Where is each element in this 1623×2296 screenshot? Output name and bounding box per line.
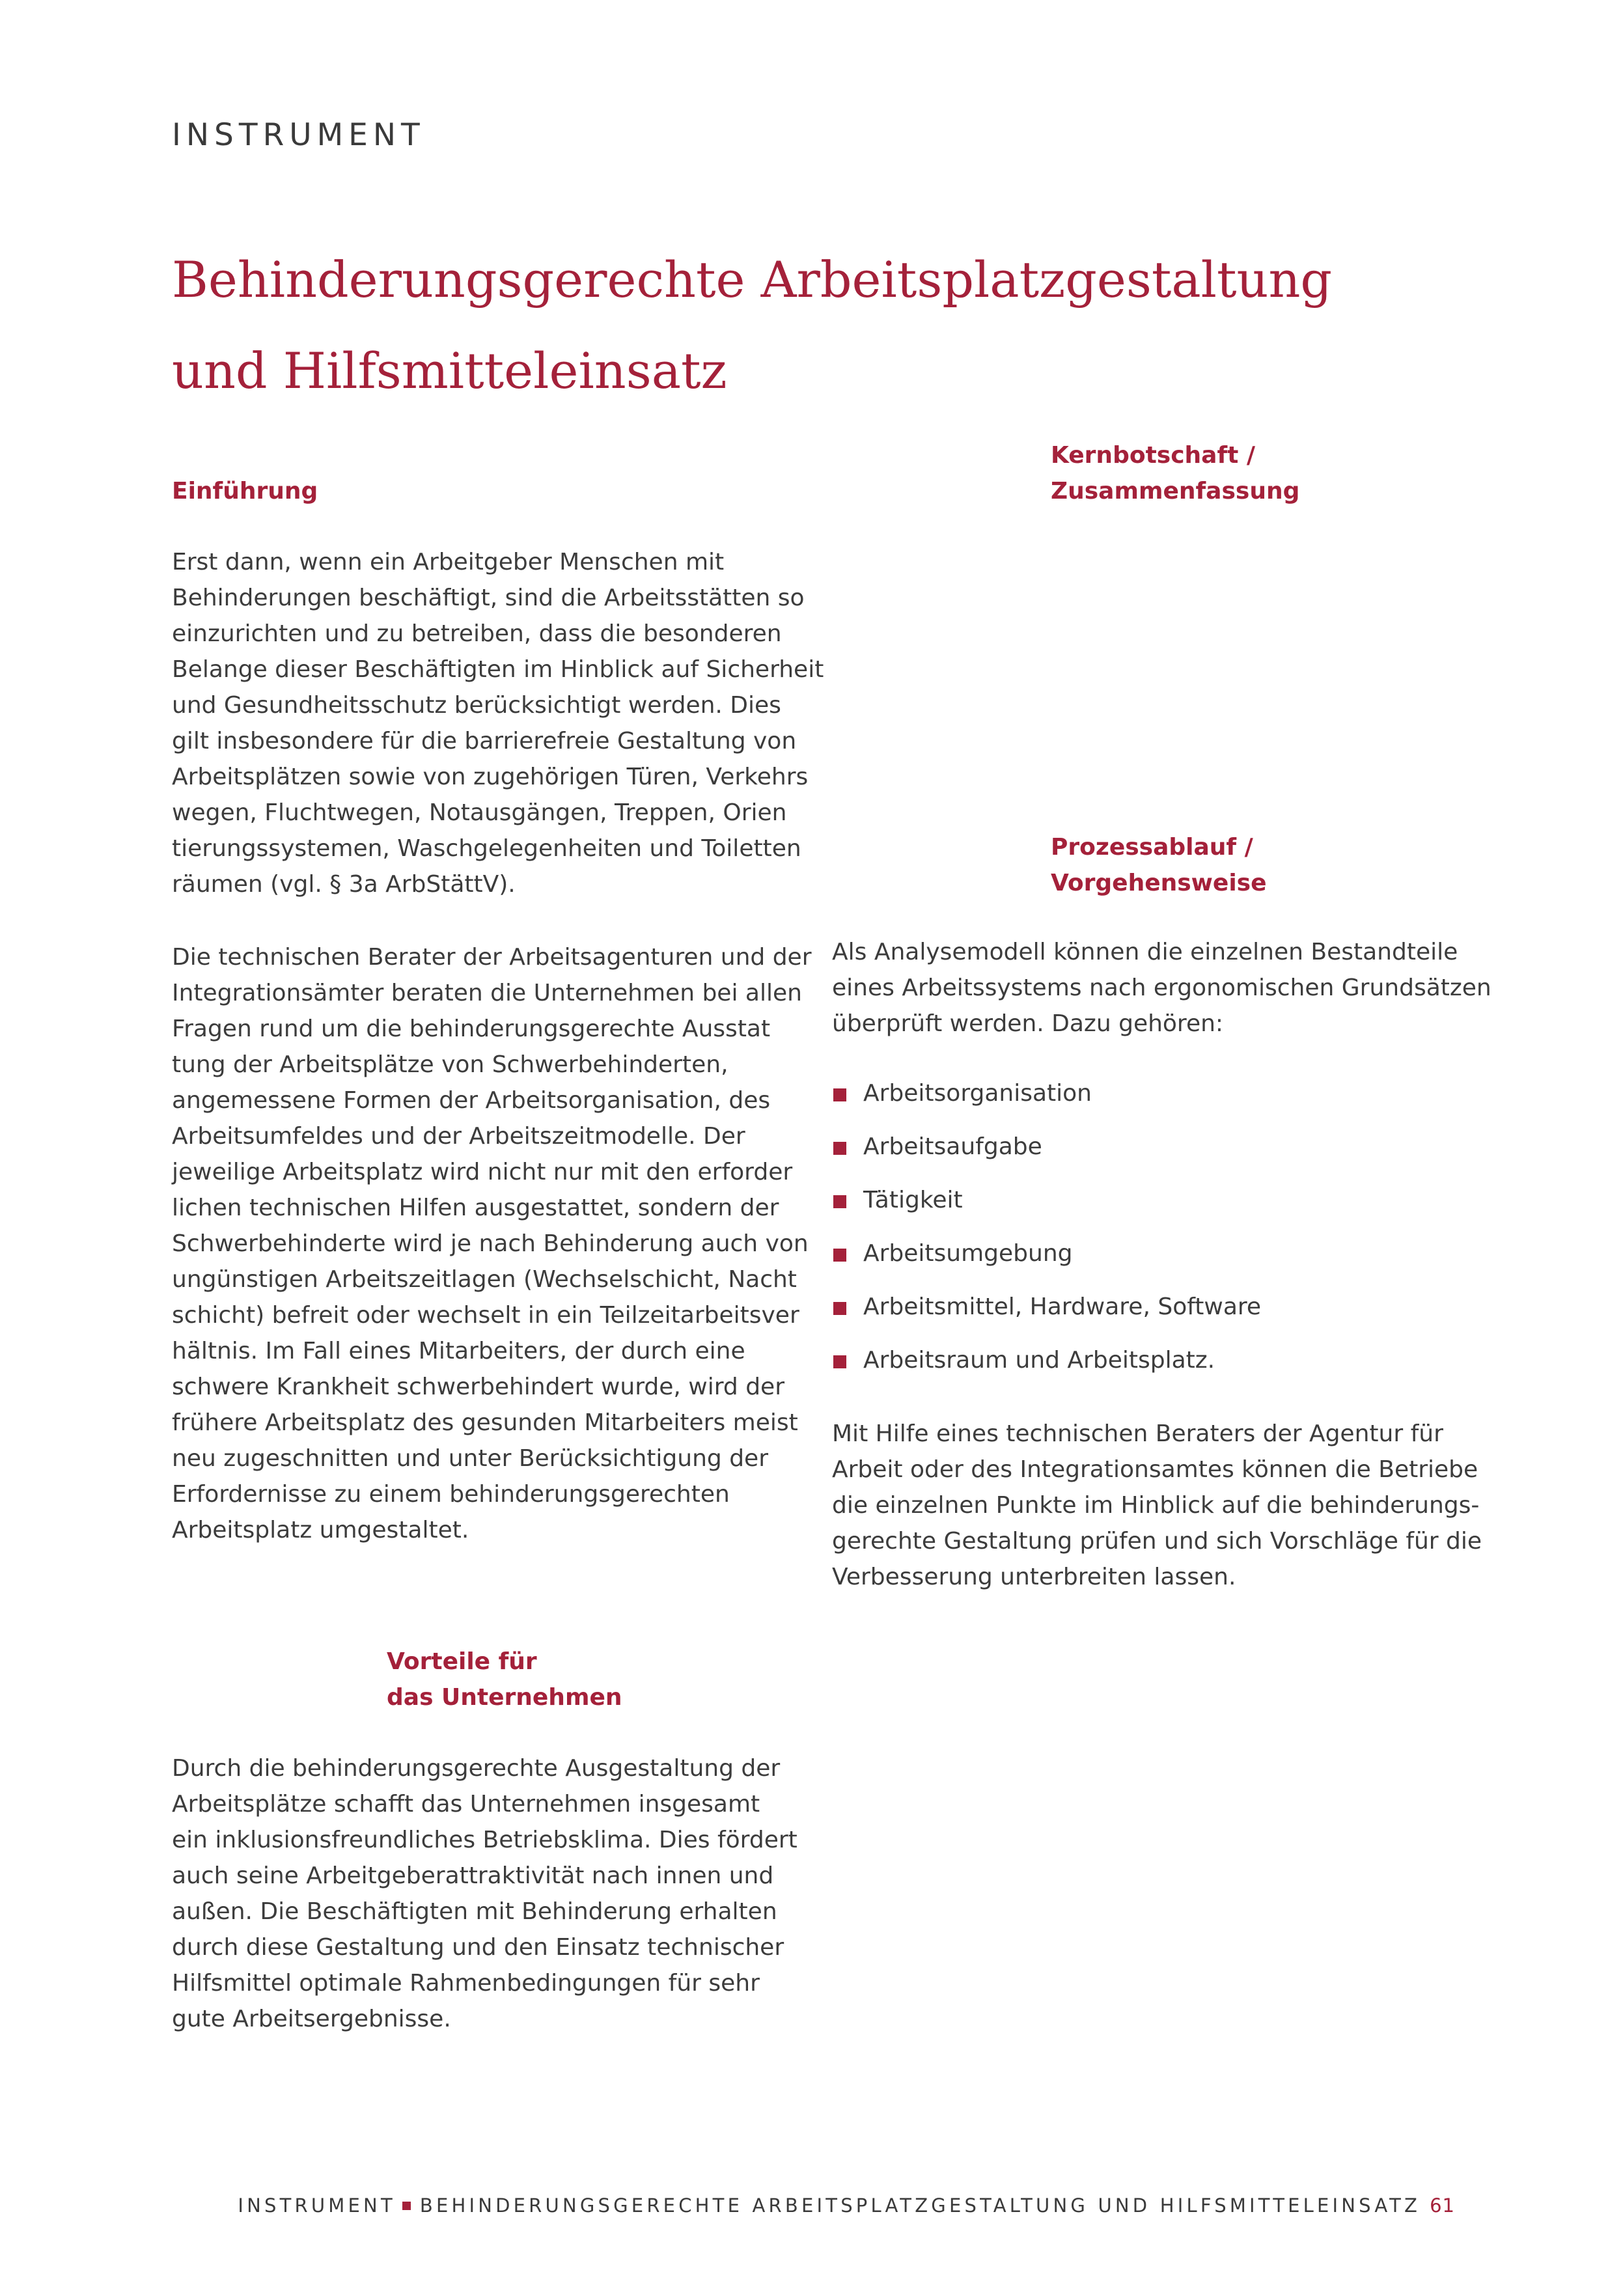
advisors-paragraph: [172, 939, 812, 1548]
process-intro-line: eines Arbeitssystems nach ergonomischen Grundsätzen: [832, 975, 1491, 1001]
square-bullet-icon: [833, 1302, 846, 1315]
list-item-label: Tätigkeit: [863, 1187, 963, 1213]
process-bullet-list: [832, 1075, 1261, 1396]
list-item-label: Arbeitsorganisation: [863, 1080, 1092, 1107]
benefits-heading: [387, 1644, 622, 1715]
intro-line: tierungssystemen, Waschgelegenheiten und Toiletten: [172, 835, 801, 862]
benefits-line: auch seine Arbeitgeberattraktivität nach innen und: [172, 1862, 774, 1889]
square-separator-icon: [402, 2202, 411, 2210]
advisors-line: angemessene Formen der Arbeitsorganisation, des: [172, 1087, 771, 1114]
advisors-line: Schwerbehinderte wird je nach Behinderung auch von: [172, 1230, 809, 1257]
process-heading-line-1: Prozessablauf /: [1051, 834, 1253, 861]
core-message-heading: [1051, 437, 1299, 509]
process-outro-line: Mit Hilfe eines technischen Beraters der Agentur für: [832, 1420, 1443, 1447]
core-heading-line-2: Zusammenfassung: [1051, 478, 1300, 505]
list-item-label: Arbeitsumgebung: [863, 1240, 1073, 1267]
benefits-line: außen. Die Beschäftigten mit Behinderung erhalten: [172, 1898, 777, 1925]
intro-line: räumen (vgl. § 3a ArbStättV).: [172, 871, 516, 898]
advisors-line: Arbeitsplatz umgestaltet.: [172, 1517, 469, 1543]
core-heading-line-1: Kernbotschaft /: [1051, 442, 1256, 469]
benefits-line: Hilfsmittel optimale Rahmenbedingungen für sehr: [172, 1970, 760, 1997]
intro-line: einzurichten und zu betreiben, dass die besonderen: [172, 620, 782, 647]
advisors-line: neu zugeschnitten und unter Berücksichtigung der: [172, 1445, 768, 1472]
benefits-line: ein inklusionsfreundliches Betriebsklima. Dies fördert: [172, 1827, 798, 1853]
page-number: 61: [1430, 2194, 1455, 2217]
list-item-label: Arbeitsraum und Arbeitsplatz.: [863, 1347, 1215, 1374]
process-heading: [1051, 829, 1267, 901]
intro-line: gilt insbesondere für die barrierefreie Gestaltung von: [172, 728, 797, 754]
benefits-line: Arbeitsplätze schafft das Unternehmen insgesamt: [172, 1791, 760, 1818]
process-heading-line-2: Vorgehensweise: [1051, 870, 1267, 896]
intro-line: und Gesundheitsschutz berücksichtigt werden. Dies: [172, 692, 781, 719]
benefits-paragraph: [172, 1750, 798, 2037]
advisors-line: Integrationsämter beraten die Unternehmen bei allen: [172, 980, 802, 1006]
process-outro-line: Verbesserung unterbreiten lassen.: [832, 1564, 1236, 1590]
intro-heading: [172, 473, 318, 509]
square-bullet-icon: [833, 1249, 846, 1262]
square-bullet-icon: [833, 1088, 846, 1101]
advisors-line: Arbeitsumfeldes und der Arbeitszeitmodelle. Der: [172, 1123, 745, 1150]
footer-section: INSTRUMENT: [238, 2194, 396, 2217]
advisors-line: Erfordernisse zu einem behinderungsgerechten: [172, 1481, 730, 1508]
benefits-line: durch diese Gestaltung und den Einsatz technischer: [172, 1934, 784, 1961]
process-outro-line: Arbeit oder des Integrationsamtes können die Betriebe: [832, 1456, 1478, 1483]
list-item: [832, 1342, 1261, 1378]
page-footer: [238, 2194, 1455, 2217]
footer-topic: BEHINDERUNGSGERECHTE ARBEITSPLATZGESTALTUNG UND HILFSMITTELEINSATZ: [419, 2194, 1421, 2217]
section-kicker: INSTRUMENT: [172, 117, 425, 153]
advisors-line: schwere Krankheit schwerbehindert wurde, wird der: [172, 1374, 784, 1400]
list-item: [832, 1289, 1261, 1325]
intro-line: Behinderungen beschäftigt, sind die Arbeitsstätten so: [172, 585, 805, 611]
process-intro-paragraph: [832, 934, 1491, 1042]
benefits-heading-line-1: Vorteile für: [387, 1648, 537, 1675]
advisors-line: schicht) befreit oder wechselt in ein Teilzeitarbeitsver: [172, 1302, 799, 1329]
benefits-line: Durch die behinderungsgerechte Ausgestaltung der: [172, 1755, 781, 1782]
square-bullet-icon: [833, 1195, 846, 1208]
square-bullet-icon: [833, 1355, 846, 1368]
process-intro-line: Als Analysemodell können die einzelnen Bestandteile: [832, 939, 1458, 965]
list-item: [832, 1182, 1261, 1218]
intro-line: Arbeitsplätzen sowie von zugehörigen Türen, Verkehrs: [172, 764, 809, 790]
benefits-line: gute Arbeitsergebnisse.: [172, 2006, 451, 2032]
list-item: [832, 1075, 1261, 1111]
intro-line: wegen, Fluchtwegen, Notausgängen, Treppen, Orien: [172, 799, 787, 826]
list-item-label: Arbeitsaufgabe: [863, 1133, 1042, 1160]
intro-heading-text: Einführung: [172, 478, 318, 505]
list-item: [832, 1236, 1261, 1271]
benefits-heading-line-2: das Unternehmen: [387, 1684, 622, 1711]
intro-line: Belange dieser Beschäftigten im Hinblick auf Sicherheit: [172, 656, 824, 683]
process-outro-line: gerechte Gestaltung prüfen und sich Vorschläge für die: [832, 1528, 1482, 1555]
advisors-line: tung der Arbeitsplätze von Schwerbehinderten,: [172, 1051, 728, 1078]
page-title-line-1: Behinderungsgerechte Arbeitsplatzgestaltung: [172, 251, 1333, 309]
advisors-line: lichen technischen Hilfen ausgestattet, sondern der: [172, 1195, 779, 1221]
list-item-label: Arbeitsmittel, Hardware, Software: [863, 1293, 1262, 1320]
advisors-line: Die technischen Berater der Arbeitsagenturen und der: [172, 944, 812, 971]
advisors-line: frühere Arbeitsplatz des gesunden Mitarbeiters meist: [172, 1409, 798, 1436]
square-bullet-icon: [833, 1142, 846, 1155]
intro-line: Erst dann, wenn ein Arbeitgeber Menschen mit: [172, 549, 725, 575]
advisors-line: hältnis. Im Fall eines Mitarbeiters, der durch eine: [172, 1338, 745, 1364]
page-title: [172, 234, 1474, 417]
process-outro-line: die einzelnen Punkte im Hinblick auf die behinderungs-: [832, 1492, 1480, 1519]
intro-paragraph: [172, 544, 824, 902]
list-item: [832, 1129, 1261, 1165]
page-title-line-2: und Hilfsmitteleinsatz: [172, 342, 727, 400]
advisors-line: Fragen rund um die behinderungsgerechte Ausstat: [172, 1016, 771, 1042]
advisors-line: jeweilige Arbeitsplatz wird nicht nur mit den erforder: [172, 1159, 793, 1185]
advisors-line: ungünstigen Arbeitszeitlagen (Wechselschicht, Nacht: [172, 1266, 797, 1293]
process-outro-paragraph: [832, 1416, 1482, 1595]
process-intro-line: überprüft werden. Dazu gehören:: [832, 1010, 1224, 1037]
